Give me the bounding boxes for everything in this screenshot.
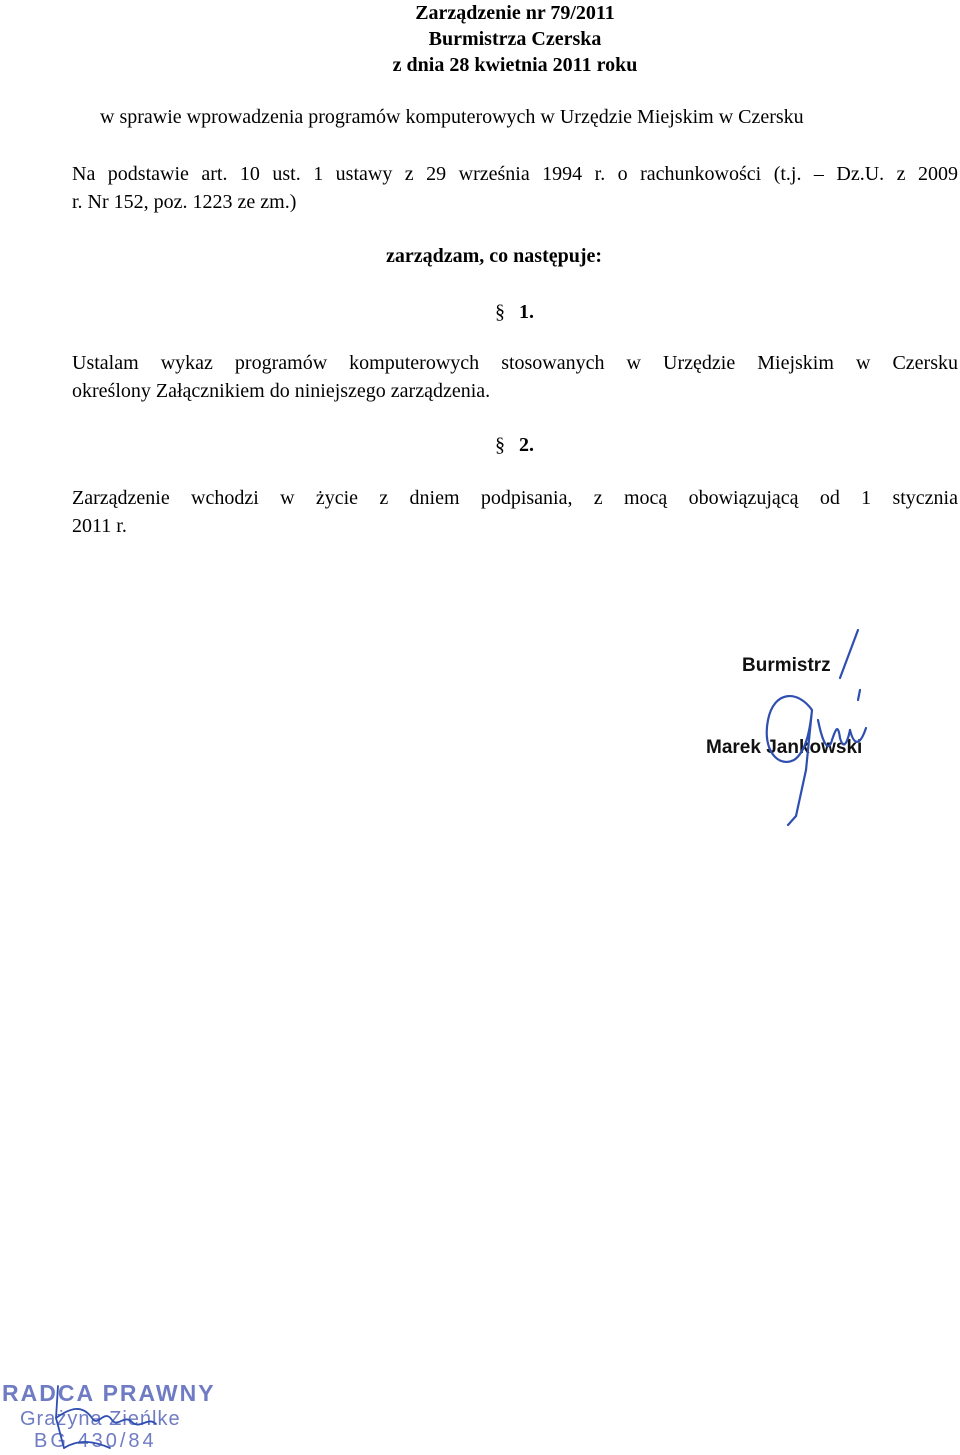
section-1-heading <box>495 299 534 325</box>
stamp-line-2: Grażyna Zieńlke <box>20 1408 181 1430</box>
section-2-text <box>72 484 958 540</box>
counsel-signature-icon <box>0 1378 220 1455</box>
section-number: 2. <box>519 434 534 456</box>
document-header <box>0 0 960 78</box>
handwritten-signature-icon <box>690 620 950 840</box>
legal-counsel-stamp <box>0 1378 220 1455</box>
legal-basis-line-2: r. Nr 152, poz. 1223 ze zm.) <box>72 191 297 213</box>
ordinance-title: Zarządzenie nr 79/2011 <box>415 2 615 24</box>
section-1-text <box>72 349 958 405</box>
signature-title: Burmistrz <box>742 655 831 676</box>
section-number: 1. <box>519 301 534 323</box>
stamp-line-3: BG 430/84 <box>34 1430 157 1452</box>
section-symbol: § <box>495 301 505 323</box>
mayor-signature-block <box>690 620 950 840</box>
stamp-line-1: RADCA PRAWNY <box>2 1380 216 1406</box>
section-2-line-2: 2011 r. <box>72 515 127 537</box>
legal-basis <box>72 160 958 216</box>
signature-name: Marek Jankowski <box>706 737 863 758</box>
ordinance-date: z dnia 28 kwietnia 2011 roku <box>392 54 638 76</box>
ordinance-subject: w sprawie wprowadzenia programów komputerowych w Urzędzie Miejskim w Czersku <box>100 106 804 128</box>
section-symbol: § <box>495 434 505 456</box>
section-2-heading <box>495 432 534 458</box>
section-1-line-1: Ustalam wykaz programów komputerowych stosowanych w Urzędzie Miejskim w Czersku <box>72 352 958 374</box>
legal-basis-line-1: Na podstawie art. 10 ust. 1 ustawy z 29 września 1994 r. o rachunkowości (t.j. – Dz.U. z 2009 <box>72 163 958 185</box>
ordinance-author: Burmistrza Czerska <box>428 28 602 50</box>
order-clause: zarządzam, co następuje: <box>386 245 603 267</box>
section-2-line-1: Zarządzenie wchodzi w życie z dniem podpisania, z mocą obowiązującą od 1 stycznia <box>72 487 958 509</box>
section-1-line-2: określony Załącznikiem do niniejszego zarządzenia. <box>72 380 491 402</box>
